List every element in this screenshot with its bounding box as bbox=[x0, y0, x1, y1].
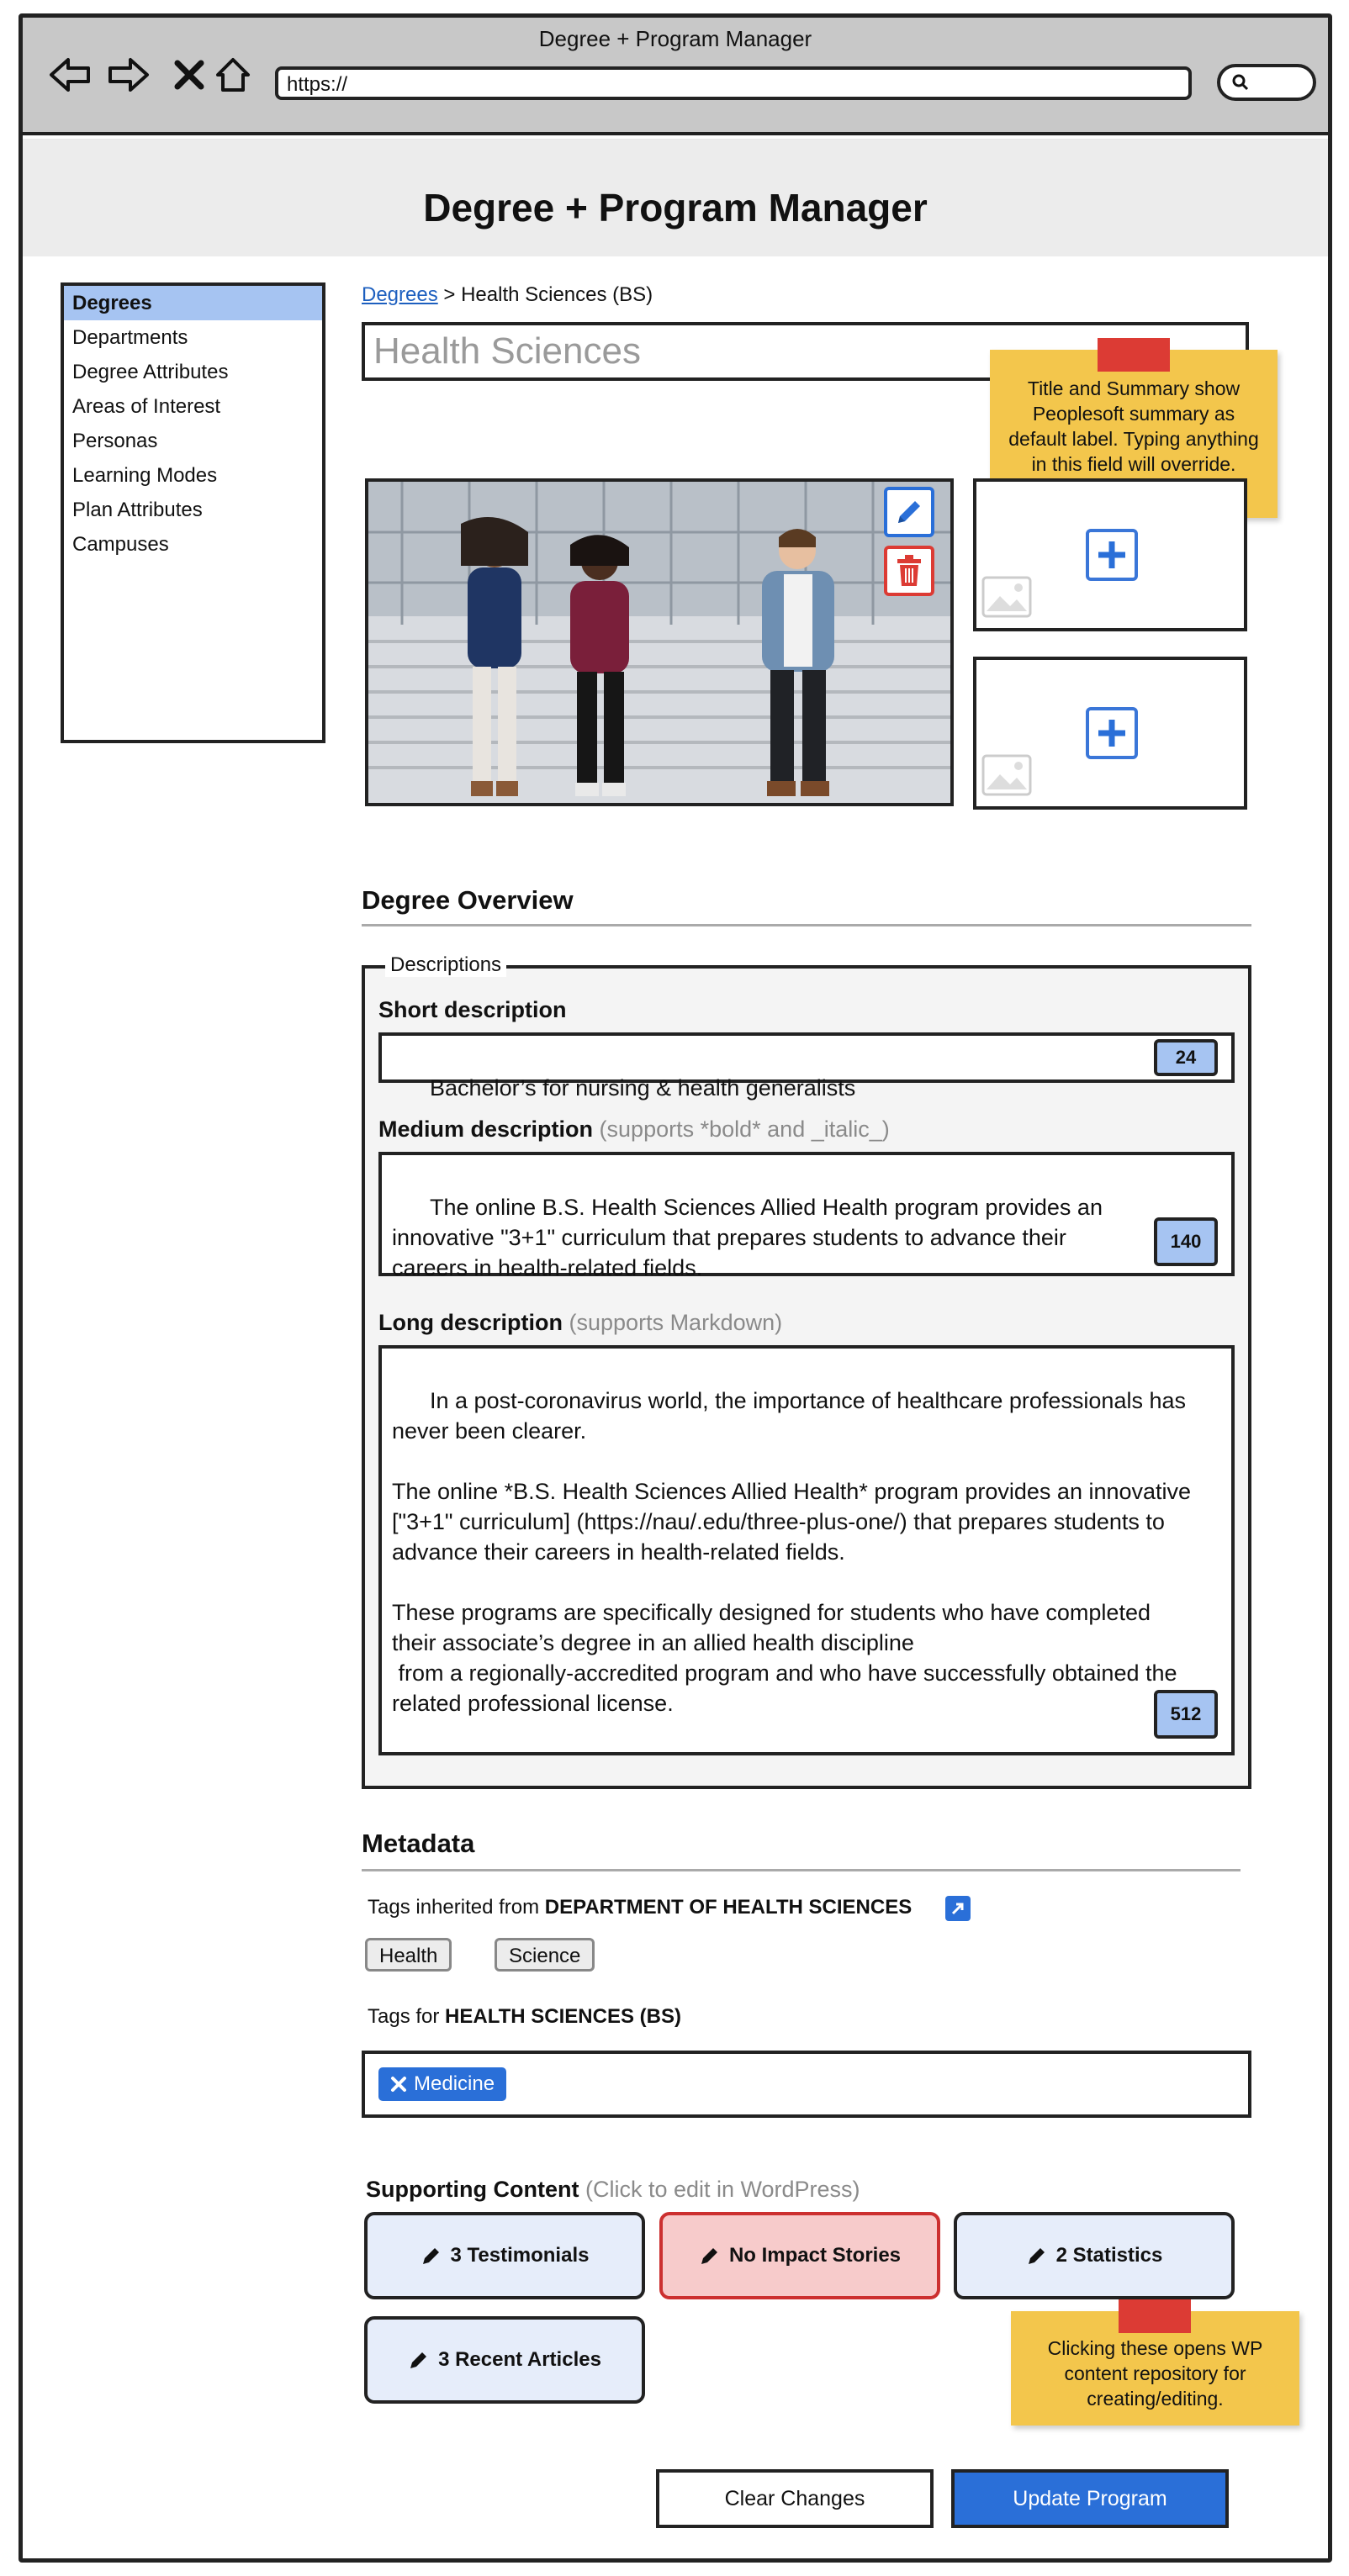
char-count-badge: 140 bbox=[1154, 1217, 1218, 1266]
inherited-tag-science: Science bbox=[495, 1938, 595, 1972]
inherited-tags-source: DEPARTMENT OF HEALTH SCIENCES bbox=[544, 1896, 913, 1919]
breadcrumb-current: Health Sciences (BS) bbox=[461, 283, 653, 306]
add-image-button[interactable] bbox=[1086, 707, 1138, 759]
tape-decoration bbox=[1098, 338, 1170, 372]
char-count-badge: 24 bbox=[1154, 1039, 1218, 1076]
external-link-icon bbox=[950, 1900, 966, 1917]
open-department-link[interactable] bbox=[945, 1896, 971, 1921]
add-image-button[interactable] bbox=[1086, 529, 1138, 581]
sidebar-item-degree-attributes[interactable]: Degree Attributes bbox=[72, 361, 229, 383]
stop-icon[interactable] bbox=[166, 51, 213, 98]
sidebar-item-learning-modes[interactable]: Learning Modes bbox=[72, 464, 218, 487]
sidebar-item-campuses[interactable]: Campuses bbox=[72, 533, 169, 556]
short-description-input[interactable] bbox=[378, 1032, 1235, 1101]
statistics-label: 2 Statistics bbox=[1055, 2244, 1163, 2267]
sidebar-item-departments[interactable]: Departments bbox=[72, 326, 188, 349]
recent-articles-button[interactable] bbox=[364, 2316, 645, 2404]
degree-overview-heading: Degree Overview bbox=[362, 885, 574, 915]
image-placeholder-icon bbox=[981, 754, 1032, 796]
medium-description-hint: (supports *bold* and _italic_) bbox=[599, 1116, 890, 1142]
supporting-content-heading bbox=[366, 2177, 860, 2203]
hero-photo bbox=[365, 478, 954, 806]
remove-tag-icon[interactable] bbox=[390, 2076, 407, 2093]
sidebar-item-personas[interactable]: Personas bbox=[72, 430, 158, 452]
testimonials-button[interactable] bbox=[364, 2212, 645, 2299]
section-divider bbox=[362, 1869, 1241, 1871]
sticky-note-title-text: Title and Summary show Peoplesoft summary as default label. Typing anything in this field will override. bbox=[1008, 377, 1259, 475]
long-description-input[interactable] bbox=[378, 1345, 1235, 1755]
back-icon[interactable] bbox=[46, 51, 93, 98]
pencil-icon bbox=[408, 2349, 430, 2371]
sidebar-item-degrees[interactable]: Degrees bbox=[64, 286, 322, 320]
clear-changes-button[interactable]: Clear Changes bbox=[656, 2469, 934, 2528]
pencil-icon bbox=[699, 2245, 721, 2267]
sidebar bbox=[61, 282, 325, 743]
breadcrumb-separator: > bbox=[437, 283, 462, 306]
page-title: Degree + Program Manager bbox=[423, 186, 928, 230]
inherited-tag-health: Health bbox=[365, 1938, 452, 1972]
edit-photo-button[interactable] bbox=[884, 487, 934, 537]
sidebar-item-areas-of-interest[interactable]: Areas of Interest bbox=[72, 395, 221, 418]
window-title: Degree + Program Manager bbox=[538, 26, 812, 51]
impact-stories-button[interactable] bbox=[659, 2212, 940, 2299]
sidebar-item-plan-attributes[interactable]: Plan Attributes bbox=[72, 499, 203, 521]
fieldset-legend: Descriptions bbox=[385, 953, 506, 977]
pencil-icon bbox=[421, 2245, 442, 2267]
image-placeholder-icon bbox=[981, 576, 1032, 618]
long-description-text: In a post-coronavirus world, the importance of healthcare professionals has never been clearer. The online *B.S. Health Sciences Allied Health* program provides an innovative ["3+1" curriculum] (https://nau/.edu/three-plus-one/) that prepares students to advance their careers in health-related fields. These programs are specifically designed for students who have completed their associate’s degree in an allied health discipline from a regionally-accredited program and who have successfully obtained the related professional license. bbox=[392, 1388, 1192, 1716]
metadata-heading: Metadata bbox=[362, 1829, 475, 1858]
impact-stories-label: No Impact Stories bbox=[728, 2244, 902, 2267]
plus-icon bbox=[1095, 538, 1129, 572]
url-bar[interactable]: https:// bbox=[275, 66, 1192, 100]
tape-decoration bbox=[1119, 2299, 1191, 2333]
degree-title-input[interactable]: Health Sciences bbox=[362, 322, 1249, 381]
search-icon bbox=[1230, 72, 1251, 92]
update-program-button[interactable]: Update Program bbox=[951, 2469, 1229, 2528]
sticky-note-wp-text: Clicking these opens WP content repository for creating/editing. bbox=[1047, 2337, 1263, 2410]
breadcrumb-link-degrees[interactable]: Degrees bbox=[362, 283, 438, 306]
breadcrumb bbox=[362, 283, 653, 307]
tags-input[interactable] bbox=[362, 2051, 1251, 2118]
supporting-content-hint: (Click to edit in WordPress) bbox=[585, 2177, 860, 2202]
pencil-icon bbox=[1026, 2245, 1048, 2267]
long-description-label bbox=[378, 1310, 782, 1336]
own-tags-line bbox=[368, 2005, 681, 2029]
descriptions-fieldset bbox=[362, 953, 1251, 1789]
page-header bbox=[23, 139, 1328, 256]
medium-description-label-text: Medium description bbox=[378, 1116, 594, 1142]
tag-chip-label: Medicine bbox=[414, 2072, 495, 2095]
forward-icon[interactable] bbox=[105, 51, 152, 98]
browser-search-field[interactable] bbox=[1217, 64, 1316, 101]
browser-chrome bbox=[23, 18, 1328, 135]
home-icon[interactable] bbox=[209, 51, 257, 98]
long-description-hint: (supports Markdown) bbox=[569, 1310, 783, 1335]
short-description-label: Short description bbox=[378, 997, 567, 1022]
supporting-content-title: Supporting Content bbox=[366, 2177, 579, 2202]
sticky-note-wp bbox=[1011, 2311, 1299, 2426]
image-slot-1[interactable] bbox=[973, 478, 1247, 631]
medium-description-input[interactable] bbox=[378, 1152, 1235, 1280]
long-description-label-text: Long description bbox=[378, 1310, 563, 1335]
medium-description-text: The online B.S. Health Sciences Allied Health program provides an innovative "3+1" curriculum that prepares students to advance their careers in health-related fields. bbox=[392, 1195, 1109, 1280]
delete-photo-button[interactable] bbox=[884, 546, 934, 596]
char-count-badge: 512 bbox=[1154, 1690, 1218, 1739]
own-tags-target: HEALTH SCIENCES (BS) bbox=[445, 2005, 681, 2028]
tag-chip-medicine[interactable] bbox=[378, 2067, 506, 2101]
plus-icon bbox=[1095, 716, 1129, 750]
trash-icon bbox=[894, 554, 924, 588]
short-description-text: Bachelor’s for nursing & health generalists bbox=[430, 1075, 856, 1101]
inherited-tags-line bbox=[368, 1896, 912, 1919]
inherited-tags-prefix: Tags inherited from bbox=[368, 1896, 540, 1919]
section-divider bbox=[362, 924, 1251, 926]
medium-description-label bbox=[378, 1116, 890, 1143]
recent-articles-label: 3 Recent Articles bbox=[438, 2348, 601, 2371]
own-tags-prefix: Tags for bbox=[368, 2005, 440, 2028]
app-window bbox=[19, 13, 1332, 2563]
statistics-button[interactable] bbox=[954, 2212, 1235, 2299]
testimonials-label: 3 Testimonials bbox=[450, 2244, 590, 2267]
pencil-icon bbox=[893, 496, 925, 528]
image-slot-2[interactable] bbox=[973, 657, 1247, 810]
